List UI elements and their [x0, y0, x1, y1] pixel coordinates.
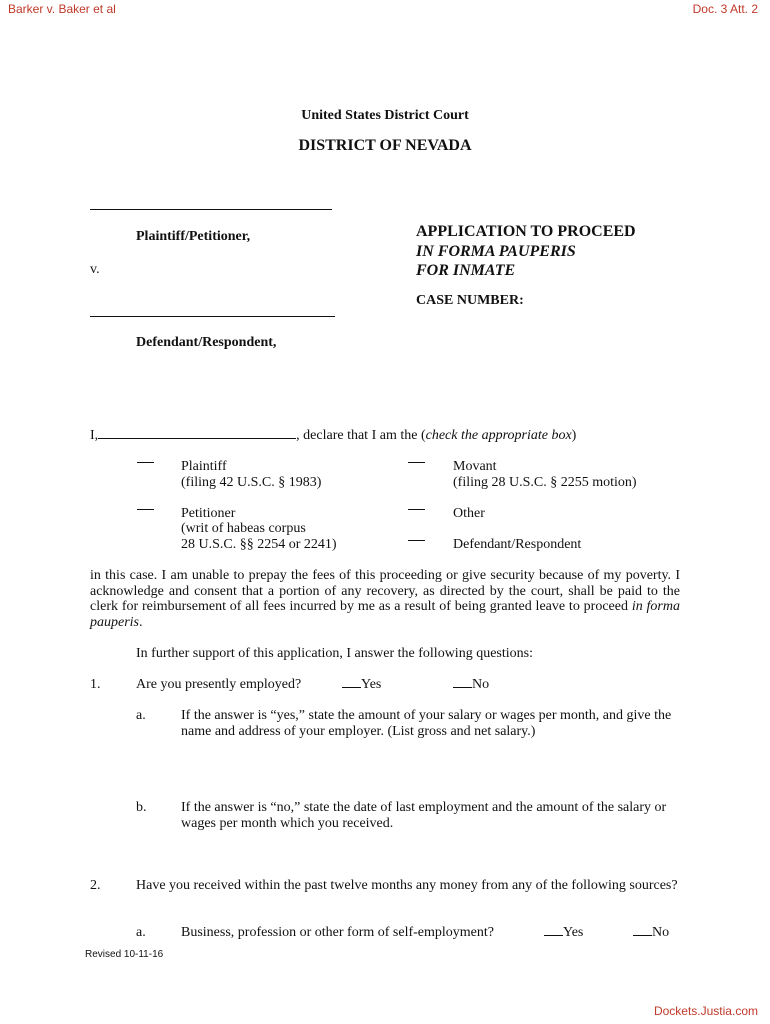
movant-checkbox[interactable] — [408, 462, 425, 463]
doc-ref-link[interactable]: Doc. 3 Att. 2 — [692, 2, 758, 16]
title-line-2: IN FORMA PAUPERIS — [416, 243, 576, 260]
further-support-text: In further support of this application, I answer the following questions: — [136, 646, 533, 661]
title-line-3: FOR INMATE — [416, 262, 516, 279]
q1a-text: If the answer is “yes,” state the amount of your salary or wages per month, and give the name and address of your employer. (List gross and net salary.) — [181, 708, 672, 739]
q1b-text: If the answer is “no,” state the date of last employment and the amount of the salary or wages per month which you received. — [181, 800, 667, 831]
court-name: United States District Court — [301, 108, 469, 123]
q1-no-blank[interactable] — [453, 687, 472, 688]
petitioner-checkbox[interactable] — [137, 509, 154, 510]
defendant-name-line — [90, 316, 335, 317]
consent-text: in this case. I am unable to prepay the fees of this proceeding or give security because of my poverty. I acknowledge and consent that a portion of any recovery, as directed by the court, shall be paid to the clerk for reimbursement of all fees incurred by me as a result of being granted leave to proceed — [90, 568, 680, 615]
case-number-label: CASE NUMBER: — [416, 293, 524, 308]
q2a-no-label: No — [652, 925, 670, 940]
q1b-label: b. — [136, 800, 147, 815]
title-line-1: APPLICATION TO PROCEED — [416, 223, 636, 240]
option-movant-title: Movant — [453, 459, 497, 474]
q2a-text: Business, profession or other form of self-employment? — [181, 925, 494, 940]
declarant-name-blank[interactable] — [98, 438, 296, 439]
q1-yes-label: Yes — [361, 677, 382, 692]
q1-no-label: No — [472, 677, 490, 692]
other-checkbox[interactable] — [408, 509, 425, 510]
declaration-prefix: I, — [90, 428, 99, 443]
q2a-yes-blank[interactable] — [544, 935, 563, 936]
plaintiff-name-line — [90, 209, 332, 210]
q1-no-option[interactable] — [453, 677, 489, 693]
q1-number: 1. — [90, 677, 101, 692]
consent-italic: in forma pauperis — [90, 599, 680, 630]
case-title-link[interactable]: Barker v. Baker et al — [8, 2, 116, 16]
q2a-label: a. — [136, 925, 146, 940]
option-plaintiff-title: Plaintiff — [181, 459, 227, 474]
declaration-suffix: , declare that I am the ( — [296, 428, 426, 443]
defendant-checkbox[interactable] — [408, 540, 425, 541]
declaration-instruction: check the appropriate box — [425, 428, 572, 443]
q2a-yes-option[interactable] — [544, 925, 583, 941]
versus-label: v. — [90, 262, 100, 277]
justia-watermark-link[interactable]: Dockets.Justia.com — [653, 1004, 758, 1018]
plaintiff-label: Plaintiff/Petitioner, — [136, 229, 251, 244]
revised-date: Revised 10-11-16 — [85, 949, 164, 960]
q1-yes-option[interactable] — [342, 677, 381, 693]
option-plaintiff-detail: (filing 42 U.S.C. § 1983) — [181, 475, 322, 490]
option-petitioner-title: Petitioner — [181, 506, 236, 521]
q2a-no-blank[interactable] — [633, 935, 652, 936]
q1a-label: a. — [136, 708, 146, 723]
option-movant-detail: (filing 28 U.S.C. § 2255 motion) — [453, 475, 637, 490]
defendant-label: Defendant/Respondent, — [136, 335, 277, 350]
declaration-close: ) — [571, 428, 577, 443]
q2a-no-option[interactable] — [633, 925, 669, 941]
option-petitioner-detail-2: 28 U.S.C. §§ 2254 or 2241) — [181, 537, 337, 552]
q2a-yes-label: Yes — [563, 925, 584, 940]
plaintiff-checkbox[interactable] — [137, 462, 154, 463]
q1-yes-blank[interactable] — [342, 687, 361, 688]
option-other-title: Other — [453, 506, 485, 521]
q2-number: 2. — [90, 878, 101, 893]
consent-paragraph — [90, 568, 680, 630]
q2-text: Have you received within the past twelve months any money from any of the following sources? — [136, 878, 678, 893]
district-name: DISTRICT OF NEVADA — [298, 137, 472, 154]
q1-text: Are you presently employed? — [136, 677, 302, 692]
option-petitioner-detail-1: (writ of habeas corpus — [181, 521, 306, 536]
option-defendant-title: Defendant/Respondent — [453, 537, 582, 552]
consent-end: . — [139, 614, 143, 630]
declaration-line — [90, 428, 576, 444]
